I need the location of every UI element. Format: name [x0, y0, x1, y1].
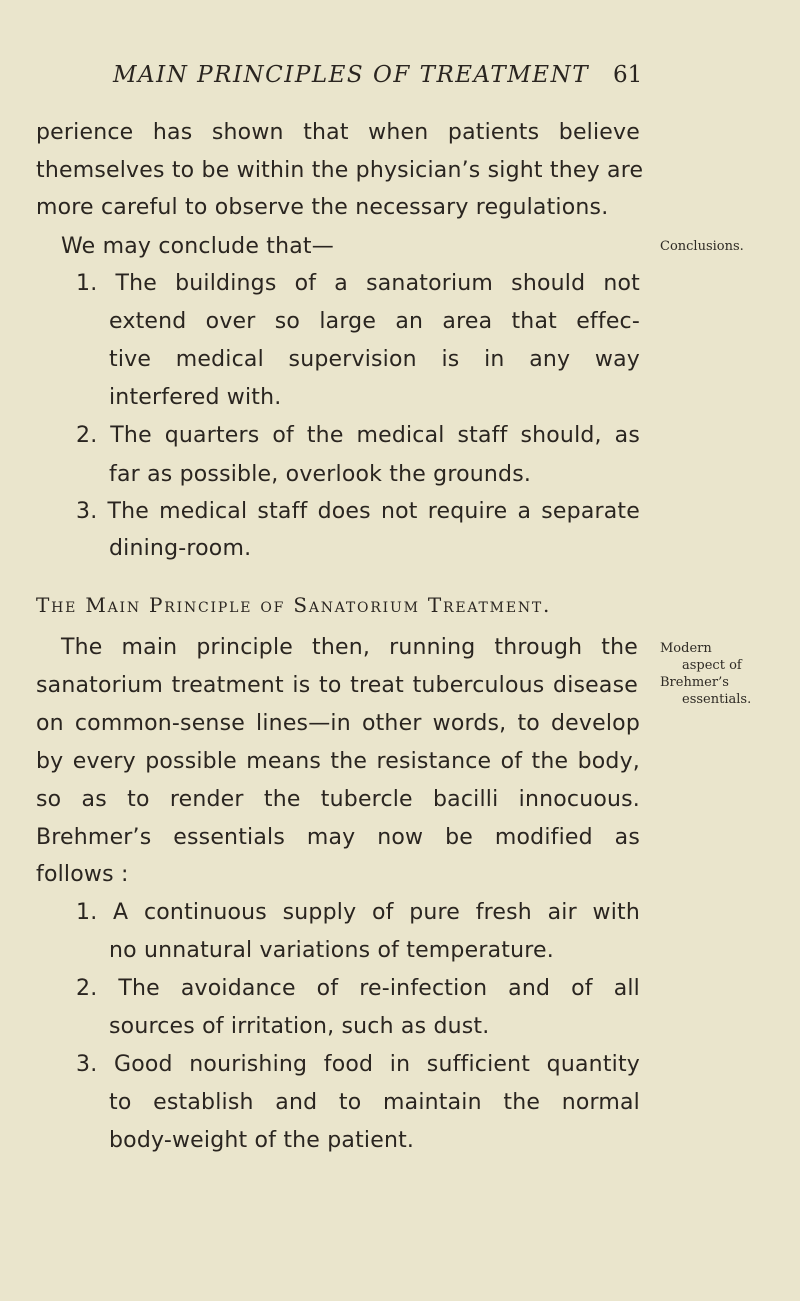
running-title: MAIN PRINCIPLES OF TREATMENT — [113, 62, 590, 88]
list-item: 2. The avoidance of re-infection and of all — [76, 976, 640, 1001]
text-line: We may conclude that— — [61, 234, 334, 259]
text-line: perience has shown that when patients believe — [36, 120, 640, 145]
text-line: no unnatural variations of temperature. — [109, 938, 554, 963]
margin-note-line: aspect of — [682, 658, 742, 673]
text-line: themselves to be within the physician’s sight they are — [36, 158, 644, 183]
list-item: 2. The quarters of the medical staff should, as — [76, 423, 640, 448]
list-item: 3. Good nourishing food in sufficient quantity — [76, 1052, 640, 1077]
margin-note-conclusions: Conclusions. — [660, 239, 744, 254]
margin-note-line: Brehmer’s — [660, 675, 729, 690]
text-line: sources of irritation, such as dust. — [109, 1014, 490, 1039]
list-item: 1. A continuous supply of pure fresh air with — [76, 900, 640, 925]
text-line: The main principle then, running through the — [61, 635, 638, 660]
text-line: sanatorium treatment is to treat tuberculous disease — [36, 673, 638, 698]
text-line: Brehmer’s essentials may now be modified as — [36, 825, 640, 850]
list-item: 3. The medical staff does not require a separate — [76, 499, 640, 524]
text-line: dining-room. — [109, 536, 252, 561]
text-line: follows : — [36, 862, 129, 887]
text-line: so as to render the tubercle bacilli innocuous. — [36, 787, 640, 812]
text-line: on common-sense lines—in other words, to develop — [36, 711, 640, 736]
text-line: far as possible, overlook the grounds. — [109, 462, 532, 487]
text-line: more careful to observe the necessary regulations. — [36, 195, 609, 220]
text-line: body-weight of the patient. — [109, 1128, 415, 1153]
section-heading: The Main Principle of Sanatorium Treatment. — [36, 593, 552, 617]
running-head — [113, 62, 673, 96]
text-line: tive medical supervision is in any way — [109, 347, 640, 372]
margin-note-line: Modern — [660, 641, 712, 656]
list-item: 1. The buildings of a sanatorium should not — [76, 271, 640, 296]
text-line: by every possible means the resistance of the body, — [36, 749, 640, 774]
text-line: interfered with. — [109, 385, 282, 410]
margin-note-line: essentials. — [682, 692, 752, 707]
text-line: to establish and to maintain the normal — [109, 1090, 640, 1115]
page-number: 61 — [613, 62, 643, 88]
text-line: extend over so large an area that effec- — [109, 309, 640, 334]
